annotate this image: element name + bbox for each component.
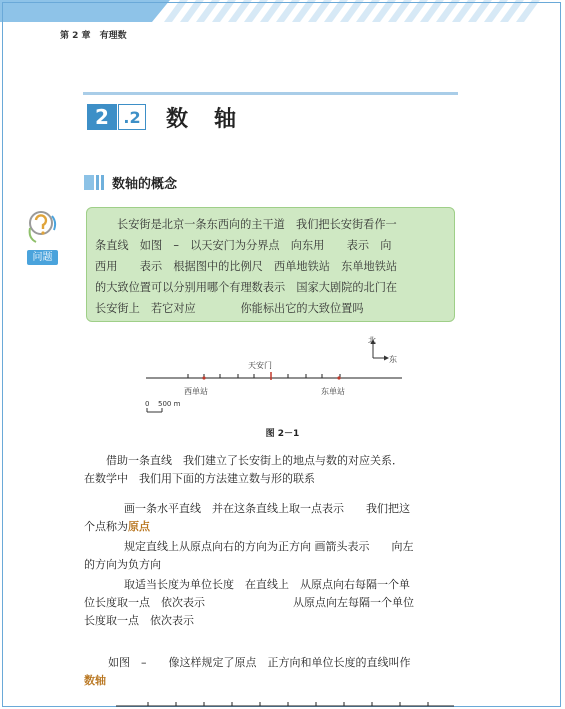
- xidan-marker: [202, 376, 205, 379]
- subheading-bars-icon: [84, 175, 106, 190]
- problem-line: 西用 表示 根据图中的比例尺 西单地铁站 东单地铁站: [95, 260, 398, 273]
- chapter-title: 有理数: [99, 31, 127, 41]
- scale-value: 500 m: [158, 400, 181, 408]
- chapter-number: 第 2 章: [60, 31, 91, 41]
- body-paragraph-1: [84, 452, 464, 488]
- compass: [368, 335, 397, 364]
- dongdan-marker: [337, 376, 340, 379]
- body-line: 取适当长度为单位长度 在直线上 从原点向右每隔一个单: [124, 578, 410, 591]
- question-tag: 问题: [27, 250, 58, 265]
- problem-line: 的大致位置可以分别用哪个有理数表示 国家大剧院的北门在: [95, 281, 398, 294]
- changan-street-figure: [140, 334, 410, 416]
- tiananmen-label: 天安门: [248, 361, 272, 370]
- chapter-header: [60, 28, 133, 41]
- body-line: 的方向为负方向: [84, 558, 161, 571]
- body-paragraph-4: [84, 576, 464, 630]
- subheading: [84, 173, 177, 192]
- figure-caption: 图 2－1: [265, 429, 300, 439]
- body-line: 如图 – 像这样规定了原点 正方向和单位长度的直线叫作: [108, 656, 411, 669]
- body-line: 长度取一点 依次表示: [84, 614, 194, 627]
- xidan-label: 西单站: [184, 387, 208, 396]
- body-paragraph-5: [84, 654, 464, 690]
- term-origin: 原点: [128, 520, 150, 533]
- section-number-major: 2: [87, 104, 117, 130]
- street-ticks: [188, 374, 340, 378]
- scale-bar: [145, 400, 181, 412]
- scale-zero: 0: [145, 400, 150, 408]
- term-number-axis: 数轴: [84, 674, 106, 687]
- section-number-minor: .2: [118, 104, 146, 130]
- body-line: 在数学中 我们用下面的方法建立数与形的联系: [84, 472, 315, 485]
- problem-line: 长安街是北京一条东西向的主干道 我们把长安街看作一: [117, 218, 397, 231]
- body-line: 画一条水平直线 并在这条直线上取一点表示 我们把这: [124, 502, 410, 515]
- number-axis-figure: [112, 692, 462, 709]
- body-line: 借助一条直线 我们建立了长安街上的地点与数的对应关系．: [106, 454, 403, 467]
- section-rule: [83, 92, 458, 95]
- problem-box: [86, 207, 455, 322]
- problem-line: 条直线 如图 – 以天安门为分界点 向东用 表示 向: [95, 239, 392, 252]
- north-label: 北: [368, 336, 376, 345]
- body-line: 规定直线上从原点向右的方向为正方向 画箭头表示 向左: [124, 540, 414, 553]
- body-line: 位长度取一点 依次表示 从原点向左每隔一个单位: [84, 596, 414, 609]
- body-paragraph-3: [84, 538, 464, 574]
- section-title: 数轴: [166, 107, 263, 132]
- east-label: 东: [389, 355, 397, 364]
- body-paragraph-2: [84, 500, 464, 536]
- question-bulb-icon: [26, 208, 58, 248]
- body-line-origin: [84, 518, 464, 536]
- subheading-text: 数轴的概念: [112, 177, 178, 192]
- dongdan-label: 东单站: [321, 387, 345, 396]
- problem-line: 长安街上 若它对应 你能标出它的大致位置吗: [95, 302, 364, 315]
- body-text: 个点称为: [84, 520, 128, 533]
